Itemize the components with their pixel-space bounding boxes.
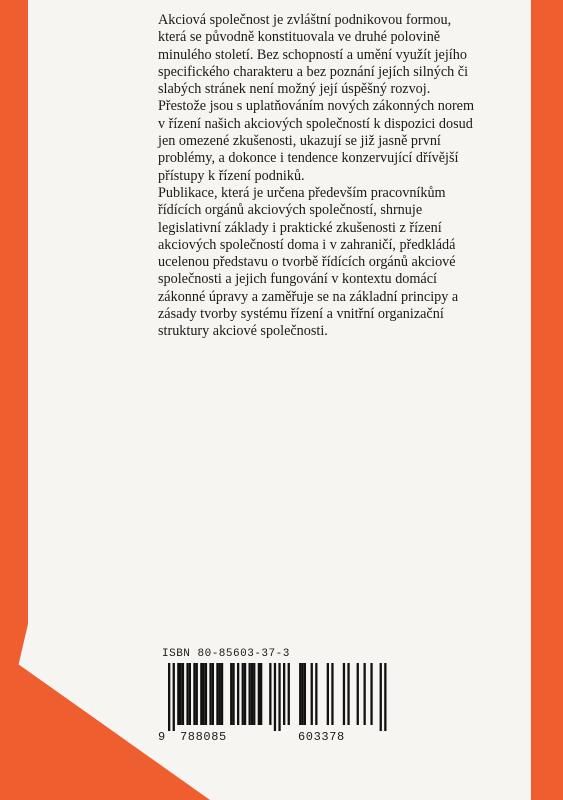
barcode-bar	[230, 663, 232, 725]
barcode-block	[158, 648, 408, 744]
barcode-guard-bar	[380, 663, 382, 731]
ean-left-group: 788085	[180, 730, 227, 744]
barcode-bar	[260, 663, 262, 725]
barcode-bar	[237, 663, 239, 725]
barcode-bar	[186, 663, 188, 725]
barcode-guard-bar	[384, 663, 386, 731]
barcode-bar	[244, 663, 246, 725]
barcode-bar	[347, 663, 349, 725]
barcode-bar	[331, 663, 333, 725]
barcode-bar	[177, 663, 179, 725]
ean-first-digit: 9	[158, 730, 166, 744]
barcode-bar	[200, 663, 202, 725]
barcode-bar	[311, 663, 313, 725]
barcode-bar	[253, 663, 255, 725]
barcode-bar	[258, 663, 260, 725]
ean-barcode	[158, 663, 396, 731]
barcode-bar	[251, 663, 253, 725]
blurb-paragraph-1: Akciová společnost je zvláštní podnikovou formou, která se původně konstituovala ve druhé polovině minulého století. Bez schopností a umění využít jejího specifického charakteru a bez poznání jejích silných či slabých stránek není možný její úspěšný rozvoj. Přestože jsou s uplatňováním nových zákonných norem v řízení našich akciových společností k dispozici dosud jen omezené zkušenosti, ukazují se již jasně první problémy, a dokonce i tendence konzervující dřívější přístupy k řízení podniků.	[158, 12, 474, 184]
barcode-bar	[242, 663, 244, 725]
barcode-bar	[219, 663, 221, 725]
barcode-bar	[232, 663, 234, 725]
barcode-bar	[301, 663, 303, 725]
barcode-bar	[209, 663, 211, 725]
barcode-bar	[357, 663, 359, 725]
barcode-bar	[189, 663, 191, 725]
barcode-bar	[182, 663, 184, 725]
barcode-bar	[216, 663, 218, 725]
barcode-bar	[327, 663, 329, 725]
barcode-bar	[196, 663, 198, 725]
barcode-guard-bar	[274, 663, 276, 731]
barcode-bar	[343, 663, 345, 725]
ean-digits	[158, 730, 408, 744]
barcode-bar	[269, 663, 271, 725]
barcode-guard-bar	[173, 663, 175, 731]
blurb-paragraph-2: Publikace, která je určena především pracovníkům řídících orgánů akciových společností, shrnuje legislativní základy i praktické zkušenosti z řízení akciových společností doma i v zahraničí, předkládá ucelenou představu o tvorbě řídících orgánů akciové společnosti a jejich fungování v kontextu domácí zákonné úpravy a zaměřuje se na základní principy a zásady tvorby systému řízení a vnitřní organizační struktury akciové společnosti.	[158, 184, 459, 340]
barcode-bar	[180, 663, 182, 725]
barcode-bar	[203, 663, 205, 725]
barcode-bar	[299, 663, 301, 725]
barcode-guard-bar	[168, 663, 170, 731]
barcode-bar	[364, 663, 366, 725]
barcode-bar	[205, 663, 207, 725]
barcode-bar	[304, 663, 306, 725]
barcode-bar	[193, 663, 195, 725]
barcode-bar	[283, 663, 285, 725]
barcode-bar	[370, 663, 372, 725]
ean-right-group: 603378	[298, 730, 345, 744]
barcode-bar	[212, 663, 214, 725]
barcode-bar	[221, 663, 223, 725]
barcode-guard-bar	[278, 663, 280, 731]
barcode-bar	[249, 663, 251, 725]
cover-blurb	[158, 12, 478, 341]
barcode-bar	[288, 663, 290, 725]
barcode-bar	[315, 663, 317, 725]
isbn-label: ISBN 80-85603-37-3	[162, 648, 290, 660]
right-orange-stripe	[531, 0, 563, 800]
